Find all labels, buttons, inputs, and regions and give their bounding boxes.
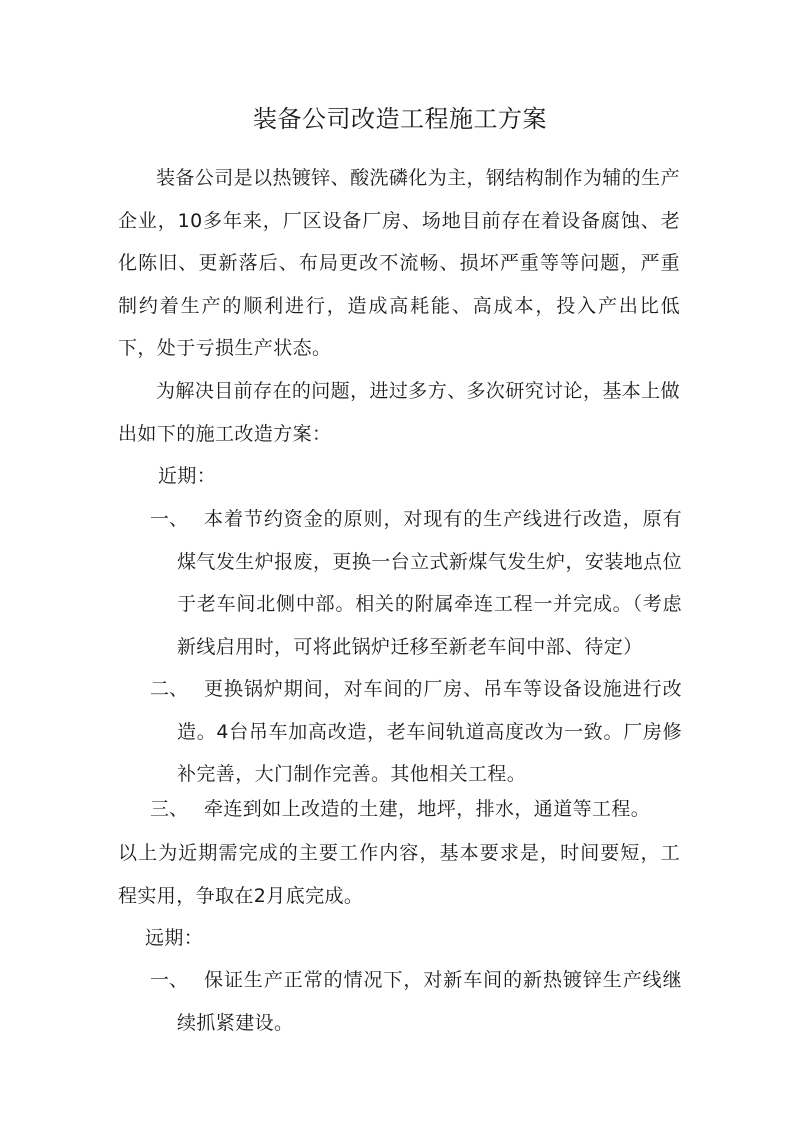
near-term-item-1-text: 本着节约资金的原则，对现有的生产线进行改造，原有煤气发生炉报废，更换一台立式新煤气发生炉，安装地点位于老车间北侧中部。相关的附属牵连工程一并完成。（考虑新线启用时，可将此锅炉迁移至新老车间中部、待定） (177, 508, 682, 658)
long-term-item-1-text: 保证生产正常的情况下，对新车间的新热镀锌生产线继续抓紧建设。 (177, 969, 682, 1034)
long-term-heading: 远期： (145, 927, 204, 949)
near-term-item-3-marker: 三、 (150, 798, 189, 820)
document-title: 装备公司改造工程施工方案 (253, 105, 547, 133)
long-term-item-1-marker: 一、 (150, 969, 189, 991)
near-term-heading: 近期： (158, 465, 217, 487)
near-term-item-3-text: 牵连到如上改造的土建，地坪，排水，通道等工程。 (204, 798, 651, 820)
near-term-summary: 以上为近期需完成的主要工作内容，基本要求是，时间要短，工程实用，争取在2月底完成。 (118, 842, 680, 907)
near-term-item-1-marker: 一、 (150, 508, 189, 530)
plan-paragraph: 为解决目前存在的问题，进过多方、多次研究讨论，基本上做出如下的施工改造方案： (118, 380, 680, 445)
intro-paragraph: 装备公司是以热镀锌、酸洗磷化为主，钢结构制作为辅的生产企业，10多年来，厂区设备厂房、场地目前存在着设备腐蚀、老化陈旧、更新落后、布局更改不流畅、损坏严重等等问题，严重制约着生产的顺利进行，造成高耗能、高成本，投入产出比低下，处于亏损生产状态。 (118, 167, 680, 359)
near-term-item-2-text: 更换锅炉期间，对车间的厂房、吊车等设备设施进行改造。4台吊车加高改造，老车间轨道高度改为一致。厂房修补完善，大门制作完善。其他相关工程。 (177, 678, 682, 785)
near-term-item-2-marker: 二、 (150, 678, 189, 700)
